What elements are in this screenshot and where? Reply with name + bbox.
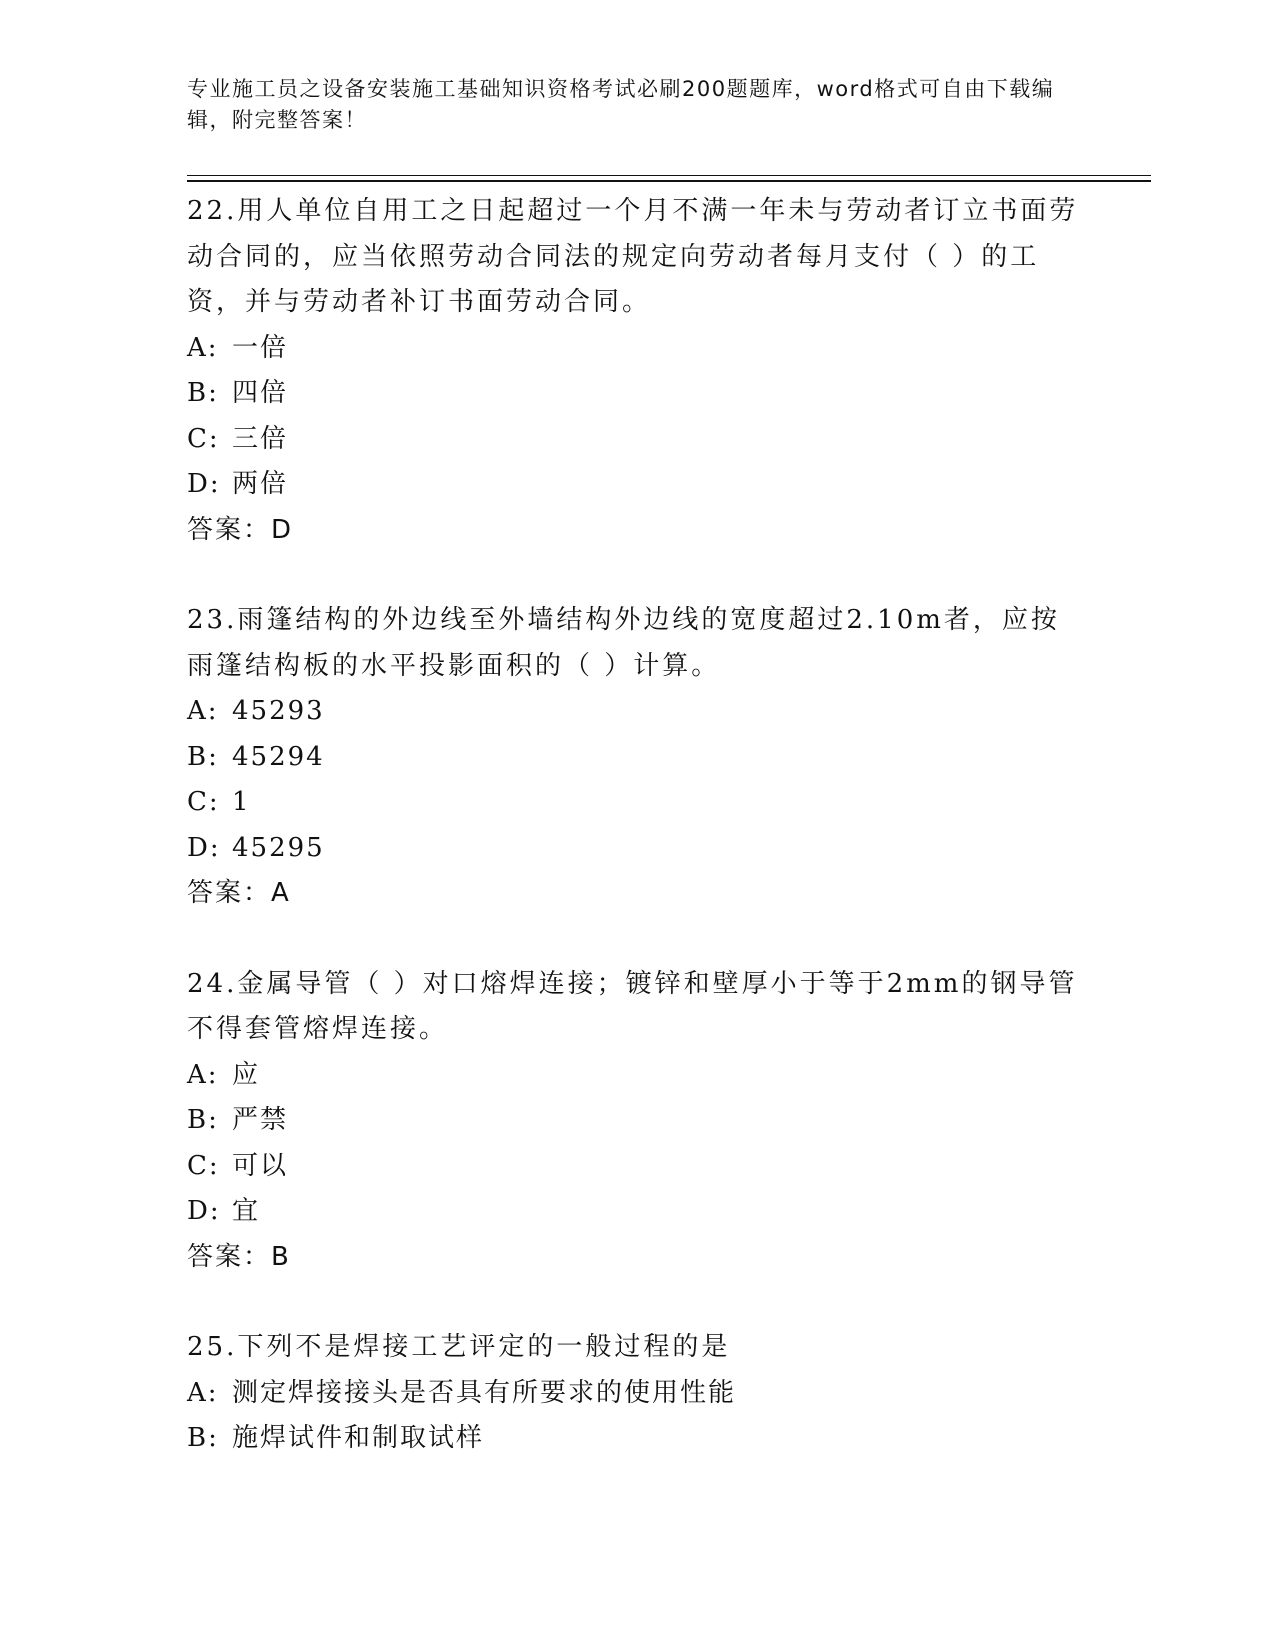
option-letter: A: (187, 696, 219, 726)
option-text: 可以 (232, 1150, 289, 1181)
header-divider-thick (187, 180, 1151, 182)
answer-line: 答案：B (187, 1241, 291, 1272)
question-24 (187, 962, 1087, 1281)
option-a (187, 1053, 1087, 1099)
question-stem: 25.下列不是焊接工艺评定的一般过程的是 (187, 1332, 731, 1362)
option-letter: D: (187, 832, 221, 863)
question-23 (187, 598, 1087, 917)
option-letter: A: (187, 332, 219, 363)
option-text: 三倍 (232, 423, 289, 454)
option-text: 严禁 (232, 1105, 289, 1135)
option-letter: A: (187, 1377, 219, 1408)
option-letter: C: (187, 787, 220, 817)
option-text: 两倍 (232, 469, 289, 499)
answer-line: 答案：A (187, 878, 291, 908)
option-c (187, 1144, 1087, 1190)
header-divider-thin (187, 175, 1151, 176)
answer-line: 答案：D (187, 514, 294, 545)
option-text: 施焊试件和制取试样 (232, 1423, 485, 1453)
option-d (187, 462, 1087, 508)
option-b (187, 1416, 1087, 1462)
option-d (187, 1189, 1087, 1235)
option-text: 应 (232, 1059, 261, 1090)
question-stem: 22.用人单位自用工之日起超过一个月不满一年未与劳动者订立书面劳动合同的，应当依照劳动合同法的规定向劳动者每月支付（ ）的工资，并与劳动者补订书面劳动合同。 (187, 196, 1079, 317)
option-letter: D: (187, 1196, 221, 1226)
option-letter: C: (187, 1150, 220, 1181)
option-d (187, 826, 1087, 872)
option-a (187, 326, 1087, 372)
question-22 (187, 189, 1087, 553)
option-a (187, 689, 1087, 735)
option-text: 一倍 (232, 332, 289, 363)
option-text: 1 (232, 787, 251, 817)
option-letter: B: (187, 1105, 219, 1135)
option-c (187, 780, 1087, 826)
option-text: 宜 (232, 1196, 261, 1226)
option-text: 45294 (232, 741, 325, 772)
document-header: 专业施工员之设备安装施工基础知识资格考试必刷200题题库，word格式可自由下载编辑，附完整答案！ (187, 77, 1055, 132)
option-letter: B: (187, 1423, 219, 1453)
option-c (187, 417, 1087, 463)
option-letter: C: (187, 423, 220, 454)
option-letter: B: (187, 378, 219, 408)
option-text: 45293 (232, 696, 325, 726)
option-letter: D: (187, 469, 221, 499)
option-b (187, 371, 1087, 417)
option-letter: B: (187, 741, 219, 772)
option-b (187, 735, 1087, 781)
question-stem: 23.雨篷结构的外边线至外墙结构外边线的宽度超过2.10m者，应按雨篷结构板的水平投影面积的（ ）计算。 (187, 605, 1060, 681)
question-25 (187, 1325, 1087, 1462)
option-text: 测定焊接接头是否具有所要求的使用性能 (232, 1377, 737, 1408)
question-stem: 24.金属导管（ ）对口熔焊连接；镀锌和壁厚小于等于2mm的钢导管不得套管熔焊连接。 (187, 968, 1078, 1044)
option-letter: A: (187, 1059, 219, 1090)
option-text: 四倍 (232, 378, 289, 408)
question-list (187, 189, 1087, 1507)
option-text: 45295 (232, 832, 325, 863)
option-b (187, 1098, 1087, 1144)
option-a (187, 1371, 1087, 1417)
